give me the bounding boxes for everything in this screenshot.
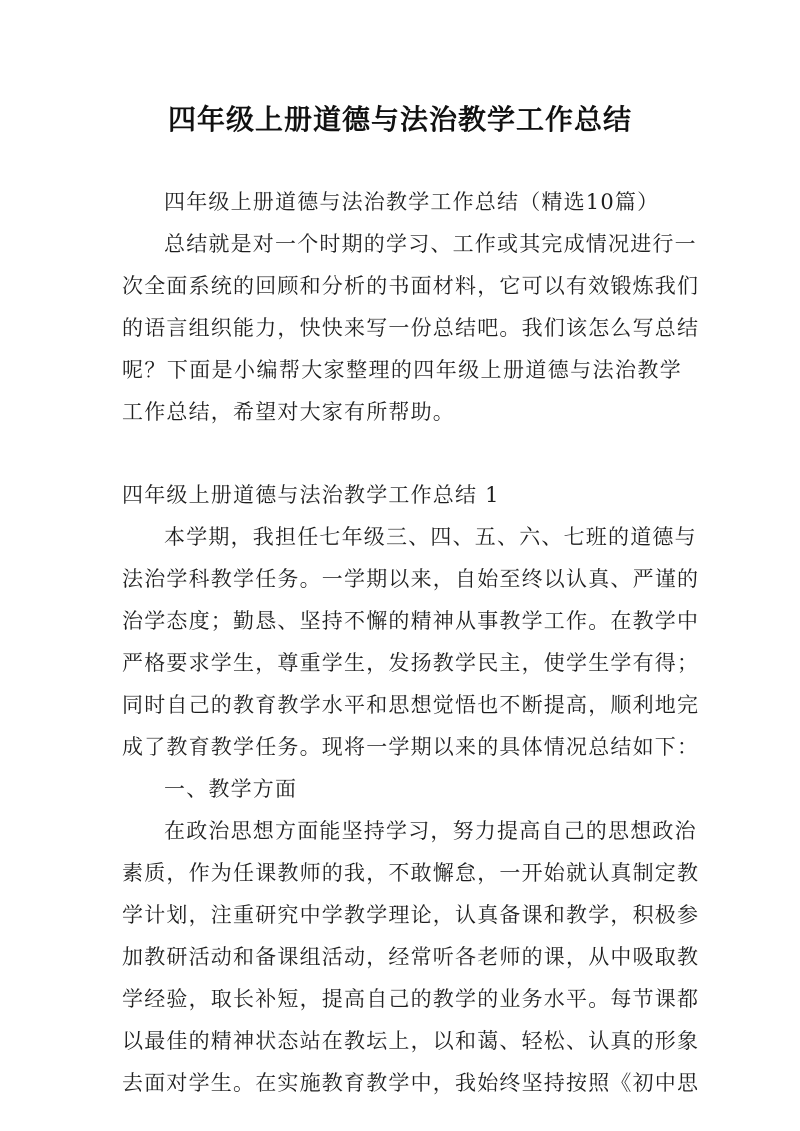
paragraph-line: 总结就是对一个时期的学习、工作或其完成情况进行一 bbox=[164, 232, 697, 256]
paragraph-line: 同时自己的教育教学水平和思想觉悟也不断提高，顺利地完 bbox=[122, 693, 700, 717]
paragraph-line: 成了教育教学任务。现将一学期以来的具体情况总结如下： bbox=[122, 735, 700, 759]
paragraph-line: 本学期，我担任七年级三、四、五、六、七班的道德与 bbox=[164, 525, 697, 549]
paragraph-line: 学计划，注重研究中学教学理论，认真备课和教学，积极参 bbox=[122, 903, 700, 927]
subtitle-line: 四年级上册道德与法治教学工作总结（精选10篇） bbox=[164, 190, 660, 214]
paragraph-line: 在政治思想方面能坚持学习，努力提高自己的思想政治 bbox=[164, 819, 697, 843]
section-heading: 四年级上册道德与法治教学工作总结 1 bbox=[122, 483, 500, 507]
subsection-heading: 一、教学方面 bbox=[164, 777, 298, 801]
paragraph-line: 学经验，取长补短，提高自己的教学的业务水平。每节课都 bbox=[122, 987, 700, 1011]
paragraph-line: 去面对学生。在实施教育教学中，我始终坚持按照《初中思 bbox=[122, 1071, 700, 1095]
paragraph-line: 素质，作为任课教师的我，不敢懈怠，一开始就认真制定教 bbox=[122, 861, 700, 885]
paragraph-line: 工作总结，希望对大家有所帮助。 bbox=[122, 400, 455, 424]
paragraph-line: 次全面系统的回顾和分析的书面材料，它可以有效锻炼我们 bbox=[122, 274, 700, 298]
paragraph-line: 法治学科教学任务。一学期以来，自始至终以认真、严谨的 bbox=[122, 567, 700, 591]
paragraph-line: 的语言组织能力，快快来写一份总结吧。我们该怎么写总结 bbox=[122, 316, 700, 340]
document-title: 四年级上册道德与法治教学工作总结 bbox=[167, 103, 632, 136]
paragraph-line: 加教研活动和备课组活动，经常听各老师的课，从中吸取教 bbox=[122, 945, 700, 969]
paragraph-line: 治学态度；勤恳、坚持不懈的精神从事教学工作。在教学中 bbox=[122, 609, 700, 633]
paragraph-line: 严格要求学生，尊重学生，发扬教学民主，使学生学有得； bbox=[122, 651, 700, 675]
paragraph-line: 呢？下面是小编帮大家整理的四年级上册道德与法治教学 bbox=[122, 358, 682, 382]
paragraph-line: 以最佳的精神状态站在教坛上，以和蔼、轻松、认真的形象 bbox=[122, 1029, 700, 1053]
